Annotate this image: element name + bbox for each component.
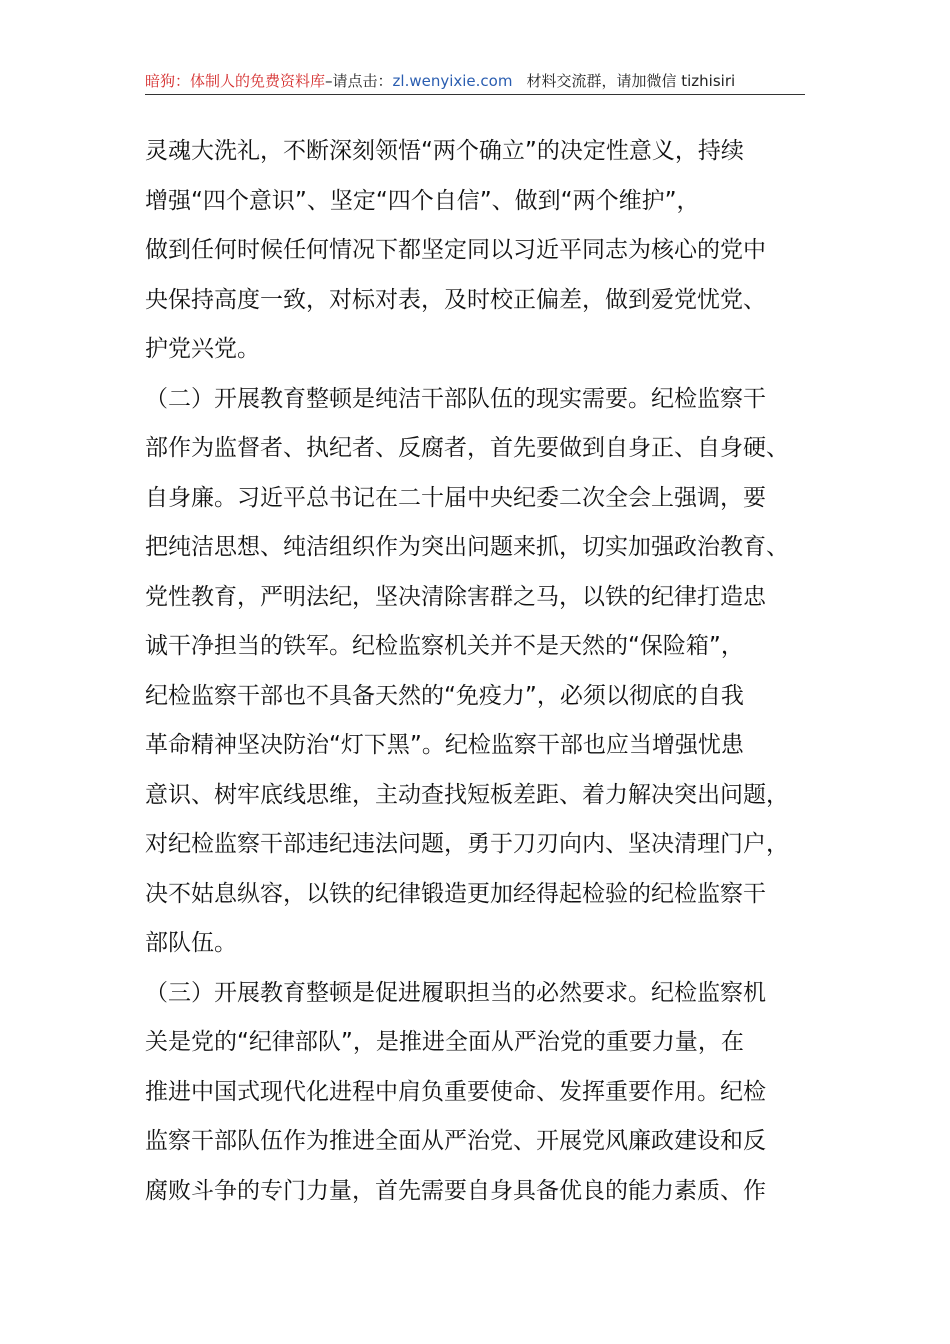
text-line: 部队伍。 bbox=[145, 930, 237, 956]
document-body bbox=[145, 127, 810, 1216]
text-line: 自身廉。习近平总书记在二十届中央纪委二次全会上强调，要 bbox=[145, 484, 766, 511]
header-link[interactable]: zl.wenyixie.com bbox=[392, 72, 513, 90]
text-line: 灵魂大洗礼，不断深刻领悟“两个确立”的决定性意义，持续 bbox=[145, 138, 744, 164]
text-line: 腐败斗争的专门力量，首先需要自身具备优良的能力素质、作 bbox=[145, 1177, 766, 1204]
section-heading-line: （二）开展教育整顿是纯洁干部队伍的现实需要。纪检监察干 bbox=[145, 385, 766, 412]
text-line: 党性教育，严明法纪，坚决清除害群之马，以铁的纪律打造忠 bbox=[145, 583, 766, 610]
text-line: 对纪检监察干部违纪违法问题，勇于刀刃向内、坚决清理门户， bbox=[145, 831, 789, 857]
text-line: 革命精神坚决防治“灯下黑”。纪检监察干部也应当增强忧患 bbox=[145, 732, 744, 758]
text-line: 关是党的“纪律部队”，是推进全面从严治党的重要力量，在 bbox=[145, 1029, 744, 1055]
header-prompt: –请点击： bbox=[325, 72, 393, 90]
text-line: 做到任何时候任何情况下都坚定同以习近平同志为核心的党中 bbox=[145, 237, 766, 263]
header-contact: 材料交流群，请加微信 tizhisiri bbox=[526, 72, 736, 90]
text-line: 把纯洁思想、纯洁组织作为突出问题来抓，切实加强政治教育、 bbox=[145, 534, 789, 560]
text-line: 护党兴党。 bbox=[145, 336, 260, 362]
text-line: 监察干部队伍作为推进全面从严治党、开展党风廉政建设和反 bbox=[145, 1128, 766, 1154]
text-line: 增强“四个意识”、坚定“四个自信”、做到“两个维护”， bbox=[145, 187, 700, 214]
text-line: 意识、树牢底线思维，主动查找短板差距、着力解决突出问题， bbox=[145, 781, 789, 808]
text-line: 诚干净担当的铁军。纪检监察机关并不是天然的“保险箱”， bbox=[145, 633, 744, 659]
text-line: 央保持高度一致，对标对表，及时校正偏差，做到爱党忧党、 bbox=[145, 286, 766, 313]
text-line: 部作为监督者、执纪者、反腐者，首先要做到自身正、自身硬、 bbox=[145, 435, 789, 461]
text-line: 决不姑息纵容，以铁的纪律锻造更加经得起检验的纪检监察干 bbox=[145, 880, 766, 907]
page-header bbox=[145, 70, 805, 95]
section-heading-line: （三）开展教育整顿是促进履职担当的必然要求。纪检监察机 bbox=[145, 979, 766, 1006]
text-line: 纪检监察干部也不具备天然的“免疫力”，必须以彻底的自我 bbox=[145, 682, 744, 709]
text-line: 推进中国式现代化进程中肩负重要使命、发挥重要作用。纪检 bbox=[145, 1078, 766, 1105]
header-brand: 暗狗：体制人的免费资料库 bbox=[145, 72, 326, 90]
